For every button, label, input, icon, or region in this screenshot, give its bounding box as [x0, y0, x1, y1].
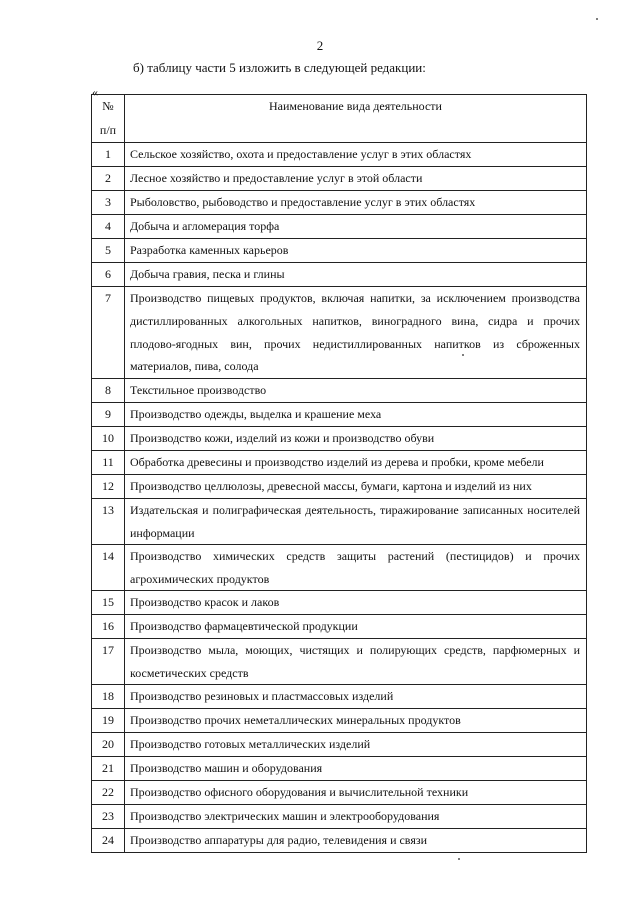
row-number: 15 [92, 591, 125, 615]
activity-name: Производство красок и лаков [125, 591, 587, 615]
table-row [92, 545, 587, 591]
row-number: 10 [92, 427, 125, 451]
activity-name: Текстильное производство [125, 379, 587, 403]
row-number: 3 [92, 191, 125, 215]
activity-name: Производство машин и оборудования [125, 757, 587, 781]
table-row [92, 499, 587, 545]
table-row [92, 379, 587, 403]
row-number: 24 [92, 829, 125, 853]
table-row [92, 829, 587, 853]
table-row [92, 451, 587, 475]
row-number: 17 [92, 639, 125, 685]
table-row [92, 239, 587, 263]
opening-quote: « [92, 85, 98, 99]
activity-name: Издательская и полиграфическая деятельность, тиражирование записанных носителей информации [125, 499, 587, 545]
table-row [92, 167, 587, 191]
table-row [92, 709, 587, 733]
activity-name: Обработка древесины и производство изделий из дерева и пробки, кроме мебели [125, 451, 587, 475]
activity-name: Производство офисного оборудования и вычислительной техники [125, 781, 587, 805]
table-body [92, 143, 587, 853]
table-row [92, 263, 587, 287]
table-row [92, 615, 587, 639]
row-number: 11 [92, 451, 125, 475]
row-number: 2 [92, 167, 125, 191]
row-number: 13 [92, 499, 125, 545]
header-num-sublabel: п/п [99, 122, 117, 137]
table-row [92, 215, 587, 239]
row-number: 1 [92, 143, 125, 167]
table-row [92, 191, 587, 215]
row-number: 8 [92, 379, 125, 403]
row-number: 9 [92, 403, 125, 427]
table-row [92, 757, 587, 781]
activity-name: Производство одежды, выделка и крашение меха [125, 403, 587, 427]
row-number: 12 [92, 475, 125, 499]
table-row [92, 639, 587, 685]
scan-speck [596, 18, 598, 20]
table-row [92, 805, 587, 829]
page-number: 2 [316, 38, 324, 53]
row-number: 14 [92, 545, 125, 591]
activity-name: Производство пищевых продуктов, включая напитки, за исключением производства дистиллированных алкогольных напитков, виноградного вина, сидра и прочих плодово-ягодных вин, прочих недистиллированных напитков из сброженных материалов, пива, солода [125, 287, 587, 379]
row-number: 4 [92, 215, 125, 239]
row-number: 23 [92, 805, 125, 829]
table-row [92, 427, 587, 451]
activity-name: Сельское хозяйство, охота и предоставление услуг в этих областях [125, 143, 587, 167]
activity-name: Производство прочих неметаллических минеральных продуктов [125, 709, 587, 733]
activity-name: Производство кожи, изделий из кожи и производство обуви [125, 427, 587, 451]
table-row [92, 781, 587, 805]
row-number: 22 [92, 781, 125, 805]
row-number: 16 [92, 615, 125, 639]
row-number: 5 [92, 239, 125, 263]
row-number: 7 [92, 287, 125, 379]
activity-name: Производство готовых металлических изделий [125, 733, 587, 757]
header-num-label: № [102, 99, 114, 113]
activity-name: Производство электрических машин и электрооборудования [125, 805, 587, 829]
activity-name: Производство целлюлозы, древесной массы, бумаги, картона и изделий из них [125, 475, 587, 499]
row-number: 21 [92, 757, 125, 781]
activity-name: Производство фармацевтической продукции [125, 615, 587, 639]
table-row [92, 403, 587, 427]
table-row [92, 143, 587, 167]
activity-name: Лесное хозяйство и предоставление услуг в этой области [125, 167, 587, 191]
row-number: 20 [92, 733, 125, 757]
activity-name: Производство резиновых и пластмассовых изделий [125, 685, 587, 709]
activity-name: Производство аппаратуры для радио, телевидения и связи [125, 829, 587, 853]
activity-name: Рыболовство, рыбоводство и предоставление услуг в этих областях [125, 191, 587, 215]
intro-text: б) таблицу части 5 изложить в следующей редакции: [133, 60, 426, 75]
table-row [92, 475, 587, 499]
scan-speck [458, 858, 460, 860]
table-row [92, 733, 587, 757]
activity-name: Добыча гравия, песка и глины [125, 263, 587, 287]
activity-name: Производство мыла, моющих, чистящих и полирующих средств, парфюмерных и косметических средств [125, 639, 587, 685]
row-number: 19 [92, 709, 125, 733]
header-num-cell [92, 95, 125, 143]
activity-name: Производство химических средств защиты растений (пестицидов) и прочих агрохимических продуктов [125, 545, 587, 591]
header-name-cell: Наименование вида деятельности [125, 95, 587, 143]
row-number: 6 [92, 263, 125, 287]
activity-name: Добыча и агломерация торфа [125, 215, 587, 239]
table-row [92, 685, 587, 709]
table-row [92, 287, 587, 379]
row-number: 18 [92, 685, 125, 709]
activity-name: Разработка каменных карьеров [125, 239, 587, 263]
scan-speck [462, 354, 464, 356]
table-header-row [92, 95, 587, 143]
table-row [92, 591, 587, 615]
activities-table [91, 94, 587, 853]
